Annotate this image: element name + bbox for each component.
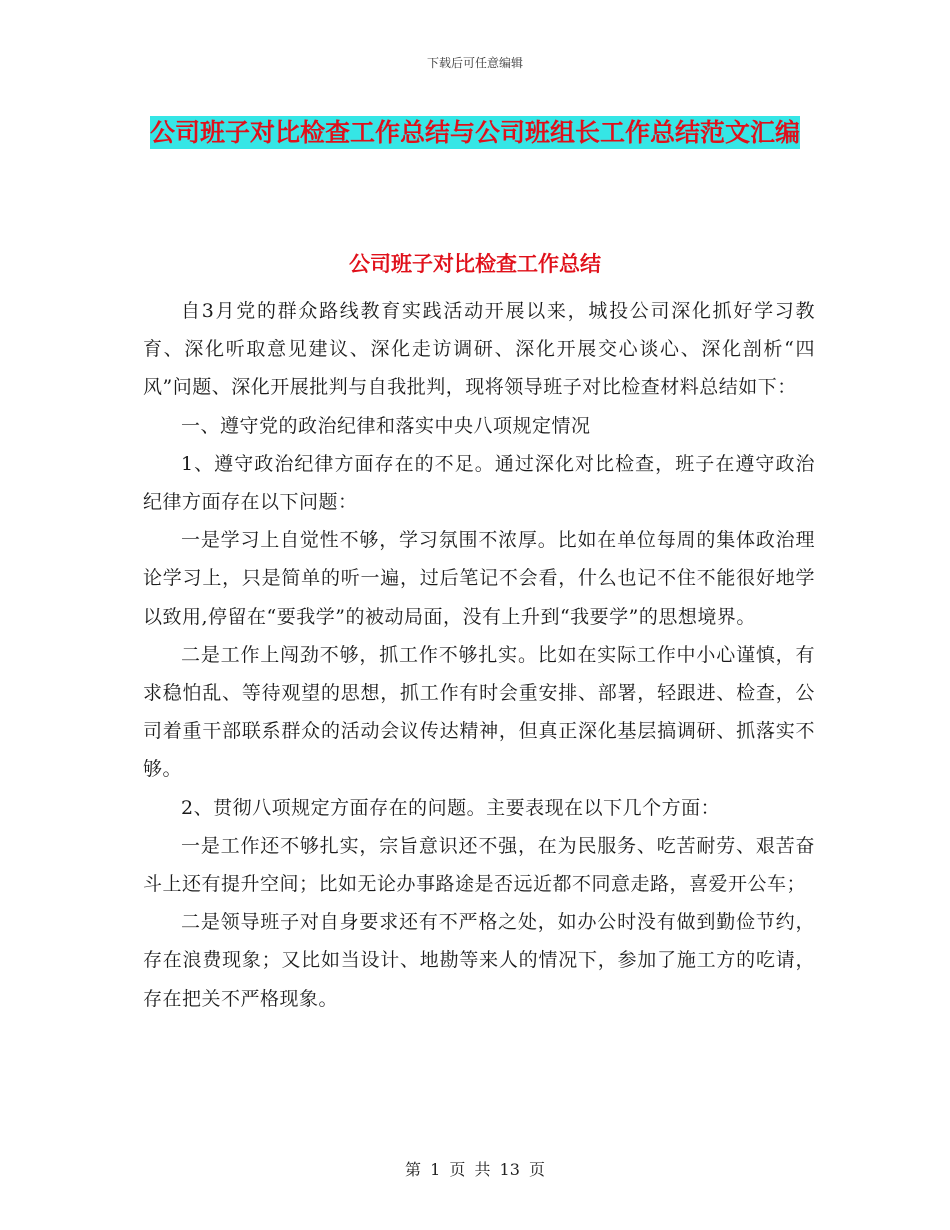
paragraph: 一、遵守党的政治纪律和落实中央八项规定情况 xyxy=(181,414,591,437)
paragraph: 一是学习上自觉性不够，学习氛围不浓厚。比如在单位每周的集体政治理论学习上，只是简单的听一遍，过后笔记不会看，什么也记不住不能很好地学以致用,停留在“要我学”的被动局面，没有上升到“我要学”的思想境界。 xyxy=(143,529,815,628)
paragraph: 二是工作上闯劲不够，抓工作不够扎实。比如在实际工作中小心谨慎，有求稳怕乱、等待观望的思想，抓工作有时会重安排、部署，轻跟进、检查，公司着重干部联系群众的活动会议传达精神，但真正深化基层搞调研、抓落实不够。 xyxy=(143,643,815,781)
paragraph: 二是领导班子对自身要求还有不严格之处，如办公时没有做到勤俭节约，存在浪费现象；又比如当设计、地勘等来人的情况下，参加了施工方的吃请，存在把关不严格现象。 xyxy=(143,911,815,1010)
paragraph: 1、遵守政治纪律方面存在的不足。通过深化对比检查，班子在遵守政治纪律方面存在以下问题： xyxy=(143,452,815,514)
document-title xyxy=(140,108,810,158)
paragraph: 2、贯彻八项规定方面存在的问题。主要表现在以下几个方面： xyxy=(181,796,721,819)
page-footer: 第 1 页 共 13 页 xyxy=(405,1160,545,1179)
paragraph: 自3月党的群众路线教育实践活动开展以来，城投公司深化抓好学习教育、深化听取意见建议、深化走访调研、深化开展交心谈心、深化剖析“四风”问题、深化开展批判与自我批判，现将领导班子对比检查材料总结如下： xyxy=(143,300,815,399)
header-note: 下载后可任意编辑 xyxy=(426,56,523,70)
section-title: 公司班子对比检查工作总结 xyxy=(349,252,601,276)
body-text xyxy=(143,292,815,1018)
document-title-text: 公司班子对比检查工作总结与公司班组长工作总结范文汇编 xyxy=(149,118,800,147)
paragraph: 一是工作还不够扎实，宗旨意识还不强，在为民服务、吃苦耐劳、艰苦奋斗上还有提升空间；比如无论办事路途是否远近都不同意走路，喜爱开公车； xyxy=(143,834,815,896)
